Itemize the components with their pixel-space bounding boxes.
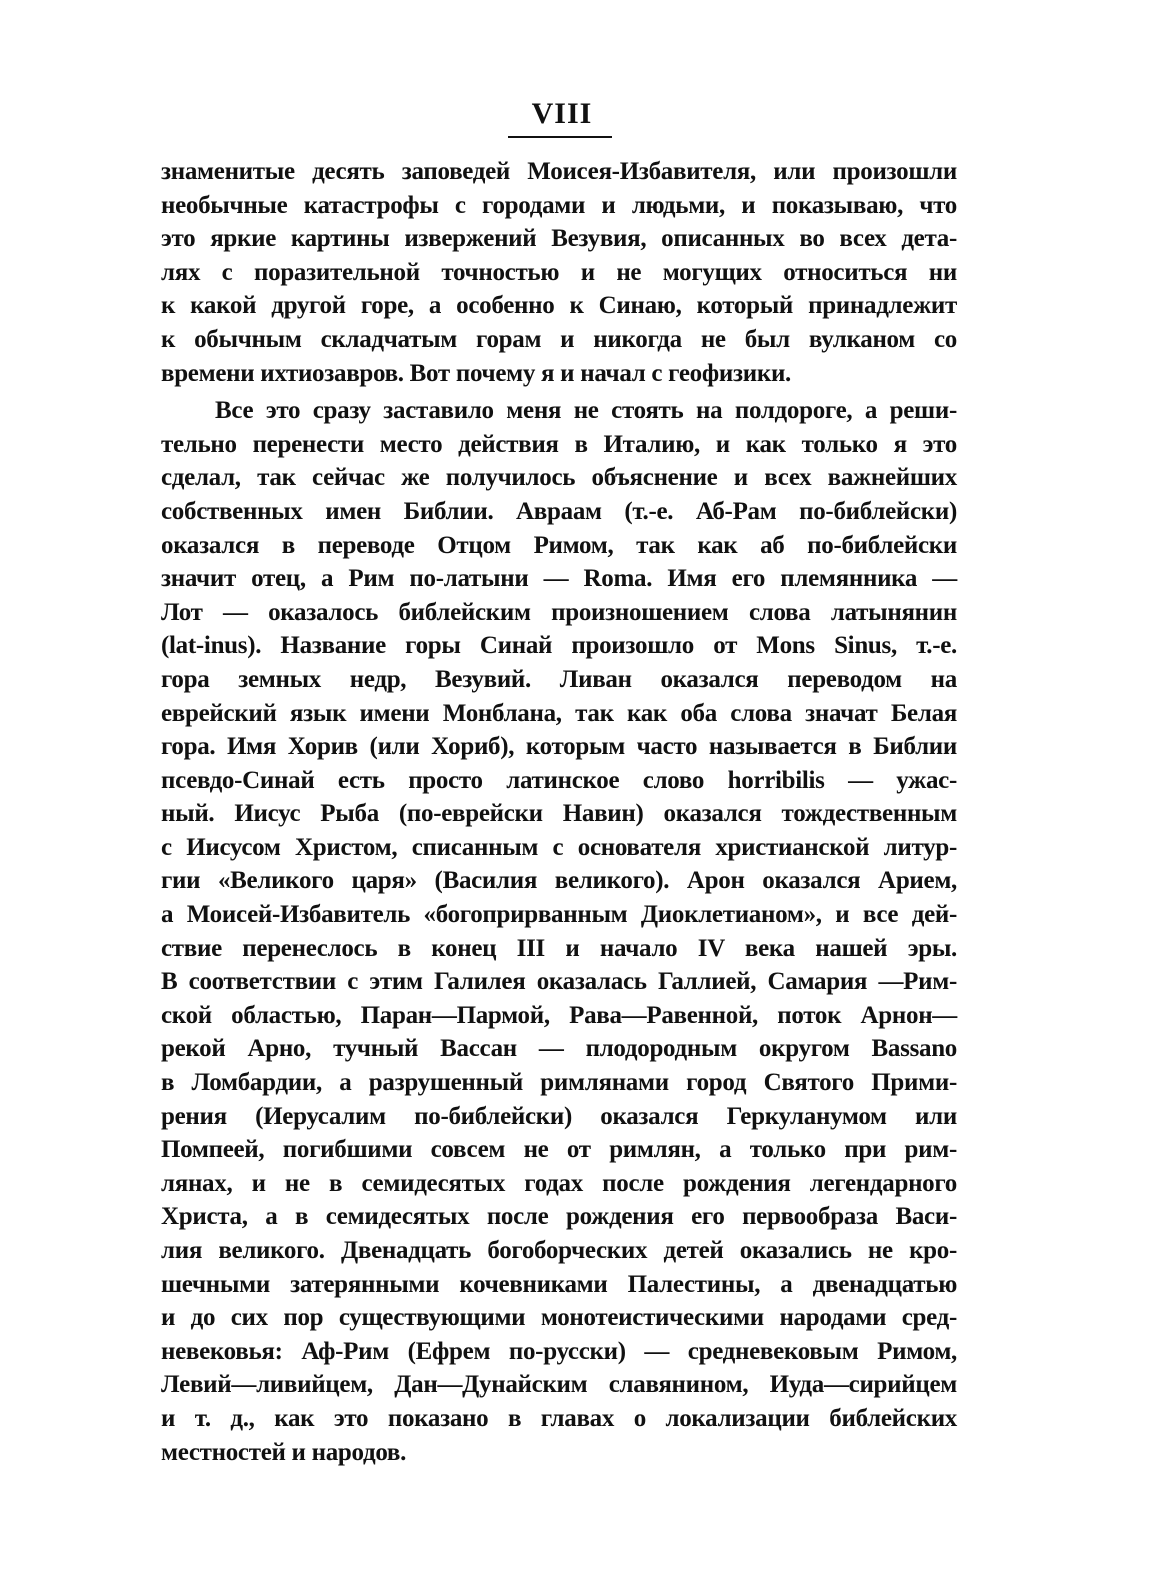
text-line: лянах, и не в семидесятых годах после рождения легендарного bbox=[161, 1169, 957, 1197]
text-line: шечными затерянными кочевниками Палестины, а двенадцатью bbox=[161, 1270, 957, 1298]
text-line: Все это сразу заставило меня не стоять на полдороге, а реши- bbox=[215, 397, 957, 425]
text-line: гии «Великого царя» (Василия великого). Арон оказался Арием, bbox=[161, 867, 957, 895]
page-number-rule bbox=[508, 136, 612, 138]
body-text bbox=[161, 155, 957, 1469]
text-line: Лот — оказалось библейским произношением слова латынянин bbox=[161, 598, 957, 626]
text-line: гора. Имя Хорив (или Хориб), которым часто называется в Библии bbox=[161, 733, 957, 761]
text-line: местностей и народов. bbox=[161, 1438, 407, 1466]
text-line: невековья: Аф-Рим (Ефрем по-русски) — средневековым Римом, bbox=[161, 1337, 957, 1365]
text-line: а Моисей-Избавитель «богоприрванным Диоклетианом», и все дей- bbox=[161, 901, 957, 929]
text-line: необычные катастрофы с городами и людьми, и показываю, что bbox=[161, 191, 957, 219]
text-line: Левий—ливийцем, Дан—Дунайским славянином, Иуда—сирийцем bbox=[161, 1371, 957, 1399]
text-line: с Иисусом Христом, списанным с основателя христианской литур- bbox=[161, 833, 957, 861]
paragraph bbox=[161, 394, 957, 1469]
text-line: еврейский язык имени Монблана, так как оба слова значат Белая bbox=[161, 699, 957, 727]
text-line: Христа, а в семидесятых после рождения его первообраза Васи- bbox=[161, 1203, 957, 1231]
text-line: времени ихтиозавров. Вот почему я и начал с геофизики. bbox=[161, 359, 791, 387]
page-number: VIII bbox=[531, 97, 593, 130]
text-line: ствие перенеслось в конец III и начало IV века нашей эры. bbox=[161, 934, 957, 962]
text-line: псевдо-Синай есть просто латинское слово horribilis — ужас- bbox=[161, 766, 957, 794]
text-line: знаменитые десять заповедей Моисея-Избавителя, или произошли bbox=[161, 158, 957, 185]
text-line: В соответствии с этим Галилея оказалась Галлией, Самария —Рим- bbox=[161, 968, 957, 996]
text-line: собственных имен Библии. Авраам (т.-е. Аб-Рам по-библейски) bbox=[161, 497, 957, 525]
text-line: лия великого. Двенадцать богоборческих детей оказались не кро- bbox=[161, 1237, 957, 1264]
text-line: оказался в переводе Отцом Римом, так как аб по-библейски bbox=[161, 531, 957, 559]
text-line: и т. д., как это показано в главах о локализации библейских bbox=[161, 1404, 957, 1432]
text-line: (lat-inus). Название горы Синай произошло от Mons Sinus, т.-е. bbox=[161, 632, 957, 660]
text-line: сделал, так сейчас же получилось объяснение и всех важнейших bbox=[161, 464, 957, 492]
text-line: ный. Иисус Рыба (по-еврейски Навин) оказался тождественным bbox=[161, 800, 957, 828]
paragraph bbox=[161, 155, 957, 390]
text-line: в Ломбардии, а разрушенный римлянами город Святого Прими- bbox=[161, 1069, 957, 1097]
text-line: это яркие картины извержений Везувия, описанных во всех дета- bbox=[161, 225, 957, 253]
text-line: гора земных недр, Везувий. Ливан оказался переводом на bbox=[161, 665, 957, 693]
text-line: рекой Арно, тучный Вассан — плодородным округом Bassano bbox=[161, 1035, 957, 1063]
text-line: к какой другой горе, а особенно к Синаю, который принадлежит bbox=[161, 292, 957, 320]
text-line: рения (Иерусалим по-библейски) оказался Геркуланумом или bbox=[161, 1102, 957, 1130]
text-line: ской областью, Паран—Пармой, Рава—Равенной, поток Арнон— bbox=[161, 1001, 957, 1029]
text-line: тельно перенести место действия в Италию, и как только я это bbox=[161, 430, 957, 458]
text-line: значит отец, а Рим по-латыни — Roma. Имя его племянника — bbox=[161, 565, 957, 593]
text-line: и до сих пор существующими монотеистическими народами сред- bbox=[161, 1304, 957, 1332]
text-line: лях с поразительной точностью и не могущих относиться ни bbox=[161, 258, 957, 286]
text-line: Помпеей, погибшими совсем не от римлян, а только при рим- bbox=[161, 1136, 957, 1164]
text-line: к обычным складчатым горам и никогда не был вулканом со bbox=[161, 325, 957, 353]
